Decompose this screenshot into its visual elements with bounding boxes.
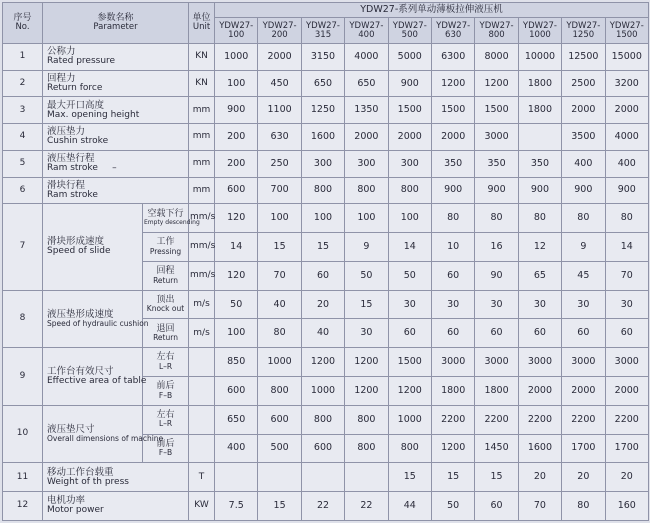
sub-parameter: 左右 L–R [143, 405, 189, 434]
row-number: 5 [3, 150, 43, 177]
row-unit: KN [189, 44, 215, 71]
row-parameter: 液压垫形成速度 Speed of hydraulic cushion [43, 290, 143, 348]
table-cell: 1000 [258, 348, 301, 377]
table-cell: 300 [388, 150, 431, 177]
table-row [3, 44, 649, 71]
table-cell: 1700 [562, 434, 605, 463]
table-cell: 80 [562, 204, 605, 233]
table-cell: 900 [215, 97, 258, 124]
table-cell: 2000 [258, 44, 301, 71]
table-cell: 10000 [518, 44, 561, 71]
table-cell: 14 [388, 233, 431, 262]
table-cell: 400 [562, 150, 605, 177]
table-row [3, 290, 649, 319]
model-header: YDW27- 1250 [562, 18, 605, 44]
table-cell: 350 [518, 150, 561, 177]
table-cell: 16 [475, 233, 518, 262]
table-cell: 2000 [605, 377, 648, 406]
sub-parameter: 回程 Return [143, 261, 189, 290]
table-cell: 2200 [475, 405, 518, 434]
sub-parameter: 左右 L–R [143, 348, 189, 377]
table-cell: 300 [345, 150, 388, 177]
row-unit [189, 377, 215, 406]
table-cell: 120 [215, 204, 258, 233]
row-number: 6 [3, 177, 43, 204]
row-parameter: 公称力 Rated pressure [43, 44, 189, 71]
table-cell: 5000 [388, 44, 431, 71]
table-cell: 2000 [345, 124, 388, 151]
table-cell: 2500 [562, 70, 605, 97]
table-cell: 50 [215, 290, 258, 319]
table-cell: 700 [258, 177, 301, 204]
table-cell: 800 [301, 177, 344, 204]
table-cell [215, 463, 258, 492]
row-unit: mm [189, 150, 215, 177]
table-cell: 3000 [518, 348, 561, 377]
table-cell: 80 [258, 319, 301, 348]
table-cell: 30 [345, 319, 388, 348]
table-row [3, 492, 649, 521]
table-cell: 15 [258, 233, 301, 262]
table-cell: 1350 [345, 97, 388, 124]
table-row [3, 70, 649, 97]
table-cell: 1100 [258, 97, 301, 124]
table-cell: 900 [605, 177, 648, 204]
row-number: 4 [3, 124, 43, 151]
table-cell: 80 [475, 204, 518, 233]
table-cell: 4000 [605, 124, 648, 151]
header-parameter [43, 3, 189, 44]
header-parameter-cn: 参数名称 [97, 12, 134, 23]
table-cell: 15 [258, 492, 301, 521]
table-cell: 160 [605, 492, 648, 521]
table-cell: 400 [605, 150, 648, 177]
row-unit [189, 348, 215, 377]
table-cell: 630 [258, 124, 301, 151]
table-cell: 1600 [518, 434, 561, 463]
row-number: 8 [3, 290, 43, 348]
row-unit: mm [189, 124, 215, 151]
table-cell: 900 [388, 70, 431, 97]
table-cell: 60 [562, 319, 605, 348]
table-cell: 1500 [431, 97, 474, 124]
table-cell: 1000 [215, 44, 258, 71]
table-cell: 70 [258, 261, 301, 290]
table-row [3, 348, 649, 377]
row-unit: mm [189, 177, 215, 204]
table-cell: 8000 [475, 44, 518, 71]
row-parameter: 移动工作台载重 Weight of th press [43, 463, 189, 492]
table-cell: 3000 [562, 348, 605, 377]
table-cell: 30 [431, 290, 474, 319]
table-cell: 1800 [475, 377, 518, 406]
table-cell: 800 [301, 405, 344, 434]
table-row [3, 405, 649, 434]
table-cell: 30 [388, 290, 431, 319]
row-unit [189, 405, 215, 434]
table-cell: 22 [301, 492, 344, 521]
table-cell: 15 [345, 290, 388, 319]
table-cell: 14 [215, 233, 258, 262]
table-cell: 3200 [605, 70, 648, 97]
table-cell: 50 [388, 261, 431, 290]
table-cell: 3000 [431, 348, 474, 377]
table-cell: 40 [258, 290, 301, 319]
table-cell: 10 [431, 233, 474, 262]
table-cell: 1800 [431, 377, 474, 406]
model-header: YDW27- 500 [388, 18, 431, 44]
table-cell: 100 [345, 204, 388, 233]
table-cell: 900 [475, 177, 518, 204]
model-header: YDW27- 1500 [605, 18, 648, 44]
table-cell: 450 [258, 70, 301, 97]
table-cell: 1600 [301, 124, 344, 151]
row-number: 2 [3, 70, 43, 97]
table-cell: 9 [562, 233, 605, 262]
row-unit: m/s [189, 290, 215, 319]
table-row [3, 150, 649, 177]
table-cell: 500 [258, 434, 301, 463]
model-header: YDW27- 100 [215, 18, 258, 44]
table-cell: 200 [215, 150, 258, 177]
table-cell: 1500 [388, 97, 431, 124]
row-number: 7 [3, 204, 43, 290]
table-cell: 100 [388, 204, 431, 233]
table-cell: 2200 [431, 405, 474, 434]
table-cell: 850 [215, 348, 258, 377]
table-cell: 1200 [388, 377, 431, 406]
table-cell: 30 [475, 290, 518, 319]
table-cell: 15000 [605, 44, 648, 71]
table-cell: 3150 [301, 44, 344, 71]
table-cell: 1200 [431, 70, 474, 97]
table-cell: 44 [388, 492, 431, 521]
table-cell: 650 [215, 405, 258, 434]
row-unit: m/s [189, 319, 215, 348]
table-row [3, 124, 649, 151]
table-cell: 2000 [518, 377, 561, 406]
header-unit [189, 3, 215, 44]
row-unit: T [189, 463, 215, 492]
table-cell: 3000 [475, 124, 518, 151]
row-parameter: 液压垫尺寸 Overall dimensions of machine [43, 405, 143, 463]
table-cell: 350 [475, 150, 518, 177]
table-cell: 800 [388, 434, 431, 463]
table-cell: 600 [215, 377, 258, 406]
table-cell: 30 [518, 290, 561, 319]
header-unit-en: Unit [192, 22, 211, 33]
table-cell: 2000 [562, 377, 605, 406]
table-cell: 350 [431, 150, 474, 177]
table-cell: 12 [518, 233, 561, 262]
table-cell: 60 [475, 319, 518, 348]
table-cell: 1200 [475, 70, 518, 97]
table-cell: 3000 [605, 348, 648, 377]
sub-parameter: 前后 F–B [143, 434, 189, 463]
table-cell: 1800 [518, 97, 561, 124]
table-row [3, 177, 649, 204]
row-unit [189, 434, 215, 463]
table-cell: 800 [258, 377, 301, 406]
table-cell: 1800 [518, 70, 561, 97]
table-cell: 40 [301, 319, 344, 348]
table-cell: 14 [605, 233, 648, 262]
table-cell: 120 [215, 261, 258, 290]
table-cell: 600 [215, 177, 258, 204]
row-unit: mm [189, 97, 215, 124]
table-cell: 60 [388, 319, 431, 348]
model-header: YDW27- 1000 [518, 18, 561, 44]
table-cell: 2200 [518, 405, 561, 434]
table-cell: 1200 [431, 434, 474, 463]
model-header: YDW27- 630 [431, 18, 474, 44]
row-parameter: 电机功率 Motor power [43, 492, 189, 521]
row-unit: KW [189, 492, 215, 521]
model-header: YDW27- 400 [345, 18, 388, 44]
table-cell [301, 463, 344, 492]
table-cell: 30 [605, 290, 648, 319]
table-row [3, 463, 649, 492]
table-cell: 900 [431, 177, 474, 204]
table-cell: 800 [345, 405, 388, 434]
table-cell: 12500 [562, 44, 605, 71]
table-cell [518, 124, 561, 151]
row-parameter: 液压垫行程 Ram stroke – [43, 150, 189, 177]
table-cell: 1200 [345, 377, 388, 406]
header-no-en: No. [15, 22, 30, 33]
table-cell: 60 [431, 261, 474, 290]
table-cell: 100 [215, 319, 258, 348]
row-parameter: 滑块形成速度 Speed of slide [43, 204, 143, 290]
table-cell: 90 [475, 261, 518, 290]
row-number: 12 [3, 492, 43, 521]
sub-parameter: 工作 Pressing [143, 233, 189, 262]
table-cell: 2200 [562, 405, 605, 434]
row-number: 11 [3, 463, 43, 492]
table-cell: 1450 [475, 434, 518, 463]
table-cell: 650 [345, 70, 388, 97]
table-cell: 100 [215, 70, 258, 97]
model-header: YDW27- 315 [301, 18, 344, 44]
row-number: 3 [3, 97, 43, 124]
row-number: 10 [3, 405, 43, 463]
table-cell: 100 [258, 204, 301, 233]
table-cell: 70 [518, 492, 561, 521]
table-cell [258, 463, 301, 492]
table-cell: 3500 [562, 124, 605, 151]
table-cell: 22 [345, 492, 388, 521]
table-cell: 2000 [388, 124, 431, 151]
table-cell: 250 [258, 150, 301, 177]
table-cell: 80 [518, 204, 561, 233]
table-cell: 7.5 [215, 492, 258, 521]
table-cell: 70 [605, 261, 648, 290]
table-cell: 15 [475, 463, 518, 492]
table-cell: 80 [605, 204, 648, 233]
table-cell: 50 [431, 492, 474, 521]
table-cell: 1250 [301, 97, 344, 124]
table-cell [345, 463, 388, 492]
sub-parameter: 退回 Return [143, 319, 189, 348]
table-cell: 1500 [388, 348, 431, 377]
row-number: 1 [3, 44, 43, 71]
table-row [3, 204, 649, 233]
table-cell: 60 [431, 319, 474, 348]
table-cell: 20 [301, 290, 344, 319]
model-header: YDW27- 200 [258, 18, 301, 44]
table-cell: 2200 [605, 405, 648, 434]
table-cell: 650 [301, 70, 344, 97]
row-unit: mm/s [189, 261, 215, 290]
table-cell: 20 [562, 463, 605, 492]
table-cell: 9 [345, 233, 388, 262]
row-parameter: 回程力 Return force [43, 70, 189, 97]
row-parameter: 液压垫力 Cushin stroke [43, 124, 189, 151]
table-cell: 100 [301, 204, 344, 233]
table-cell: 20 [605, 463, 648, 492]
model-header: YDW27- 800 [475, 18, 518, 44]
table-cell: 80 [431, 204, 474, 233]
row-unit: mm/s [189, 233, 215, 262]
sub-parameter: 顶出 Knock out [143, 290, 189, 319]
table-cell: 15 [431, 463, 474, 492]
table-cell: 60 [475, 492, 518, 521]
header-no [3, 3, 43, 44]
table-cell: 2000 [605, 97, 648, 124]
table-cell: 900 [518, 177, 561, 204]
table-cell: 400 [215, 434, 258, 463]
table-cell: 30 [562, 290, 605, 319]
table-cell: 1000 [301, 377, 344, 406]
spec-table [2, 2, 649, 521]
table-cell: 800 [345, 177, 388, 204]
row-parameter: 最大开口高度 Max. opening height [43, 97, 189, 124]
sub-parameter: 前后 F–B [143, 377, 189, 406]
series-title: YDW27-系列单动薄板拉伸液压机 [215, 3, 649, 18]
table-cell: 80 [562, 492, 605, 521]
table-cell: 2000 [431, 124, 474, 151]
table-cell: 65 [518, 261, 561, 290]
table-cell: 1500 [475, 97, 518, 124]
table-cell: 50 [345, 261, 388, 290]
row-unit: mm/s [189, 204, 215, 233]
table-cell: 1700 [605, 434, 648, 463]
table-cell: 6300 [431, 44, 474, 71]
table-cell: 45 [562, 261, 605, 290]
table-cell: 60 [518, 319, 561, 348]
table-cell: 800 [388, 177, 431, 204]
row-number: 9 [3, 348, 43, 406]
sub-parameter: 空载下行 Empty descending [143, 204, 189, 233]
table-cell: 15 [388, 463, 431, 492]
header-parameter-en: Parameter [93, 22, 138, 33]
table-cell: 3000 [475, 348, 518, 377]
table-cell: 20 [518, 463, 561, 492]
table-cell: 60 [605, 319, 648, 348]
header-unit-cn: 单位 [192, 12, 211, 23]
table-cell: 300 [301, 150, 344, 177]
table-cell: 600 [301, 434, 344, 463]
table-row [3, 97, 649, 124]
table-cell: 200 [215, 124, 258, 151]
row-unit: KN [189, 70, 215, 97]
row-parameter: 滑块行程 Ram stroke [43, 177, 189, 204]
table-cell: 4000 [345, 44, 388, 71]
table-cell: 15 [301, 233, 344, 262]
table-cell: 600 [258, 405, 301, 434]
table-cell: 1200 [345, 348, 388, 377]
table-cell: 60 [301, 261, 344, 290]
row-parameter: 工作台有效尺寸 Effective area of table [43, 348, 143, 406]
table-cell: 1000 [388, 405, 431, 434]
header-no-cn: 序号 [13, 12, 32, 23]
table-cell: 800 [345, 434, 388, 463]
table-cell: 2000 [562, 97, 605, 124]
table-cell: 900 [562, 177, 605, 204]
table-cell: 1200 [301, 348, 344, 377]
